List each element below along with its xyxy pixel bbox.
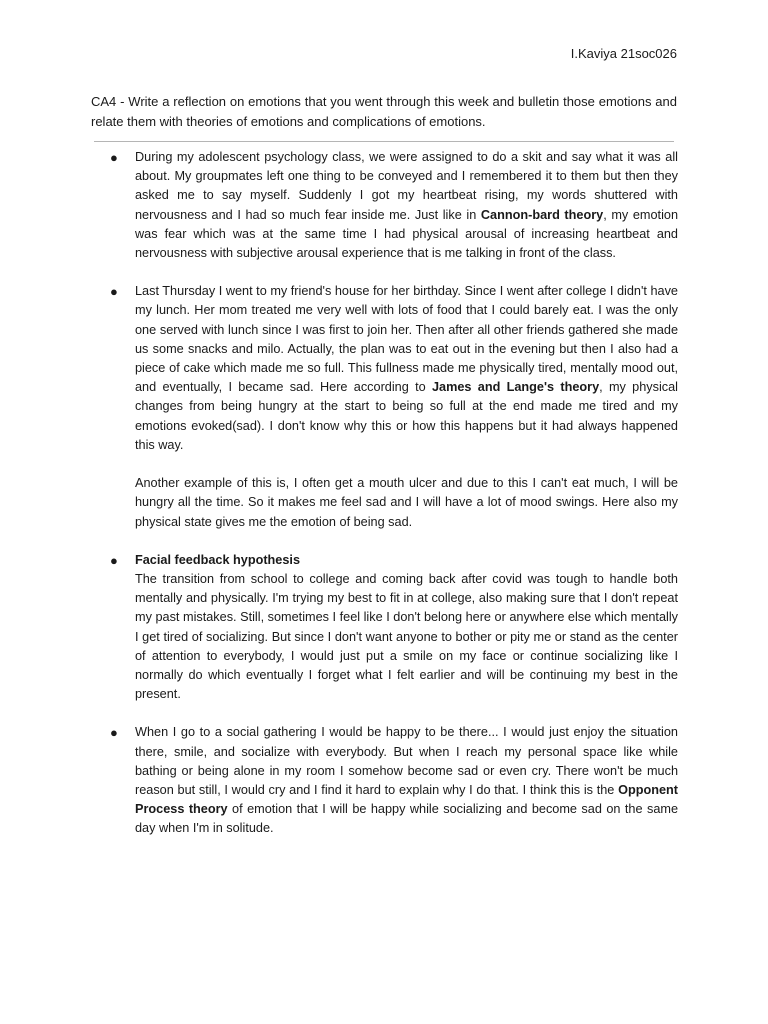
list-item-james-lange — [110, 282, 678, 532]
paragraph-text: When I go to a social gathering I would be happy to be there... I would just enjoy the situation there, smile, and socialize with everybody. But when I reach my personal space like while bathing or being alone in my room I somehow become sad or even cry. There won't be much reason but still, I would cry and I find it hard to explain why I do that. I think this is the — [135, 725, 678, 798]
paragraph: The transition from school to college and coming back after covid was tough to handle both mentally and physically. I'm trying my best to fit in at college, also making sure that I don't repeat my past mistakes. Still, sometimes I feel like I don't belong here or anywhere else which mentally I get tired of socializing. But since I don't want anyone to bother or pity me or stand as the center of attention to everybody, I would just put a smile on my face or continue socializing like I normally do which eventually I forget what I felt earlier and will be continuing my best in the present. — [135, 572, 678, 702]
paragraph-text: , my physical changes from being hungry at the start to being so full at the end made me tired and my emotions evoked(sad). I don't know why this or how this happens but it had always happened this way. — [135, 380, 678, 452]
list-item-cannon-bard — [110, 148, 678, 263]
paragraph — [135, 148, 678, 263]
list-item-facial-feedback — [110, 551, 678, 705]
paragraph — [135, 723, 678, 838]
theory-heading: Facial feedback hypothesis — [135, 552, 300, 567]
bullet-icon: ● — [110, 552, 118, 568]
paragraph-text: of emotion that I will be happy while socializing and become sad on the same day when I'm in solitude. — [135, 802, 678, 836]
paragraph — [135, 282, 678, 455]
theory-name: Opponent Process theory — [135, 783, 678, 817]
theory-name: Cannon-bard theory — [480, 207, 604, 222]
horizontal-divider — [94, 141, 674, 142]
paragraph-text: Last Thursday I went to my friend's house for her birthday. Since I went after college I didn't have my lunch. Her mom treated me very well with lots of food that I could barely eat. I was the only one served with lunch since I was first to join her. Then after all other friends gathered she made us some snacks and milo. Actually, the plan was to eat out in the evening but then I also had a piece of cake which made me so full. This fullness made me physically tired, mentally mood out, and eventually, I became sad. Here according to — [135, 284, 678, 395]
paragraph-text: During my adolescent psychology class, we were assigned to do a skit and say what it was all about. My groupmates left one thing to be conveyed and I remembered it to them but then they asked me to say myself. Suddenly I got my heartbeat rising, my words shuttered with nervousness and I had so much fear inside me. Just like in — [135, 150, 678, 222]
paragraph-text: , my emotion was fear which was at the same time I had physical arousal of increasing heartbeat and nervousness with subjective arousal experience that is me talking in front of the class. — [135, 207, 678, 261]
bullet-icon: ● — [110, 284, 118, 300]
bullet-list — [110, 148, 678, 858]
bullet-icon: ● — [110, 150, 118, 165]
author-name: I.Kaviya 21soc026 — [570, 46, 677, 61]
list-item-opponent-process — [110, 723, 678, 838]
bullet-icon: ● — [110, 725, 118, 741]
theory-name: James and Lange's theory — [431, 380, 600, 395]
paragraph: Another example of this is, I often get a mouth ulcer and due to this I can't eat much, I will be hungry all the time. So it makes me feel sad and I will have a lot of mood swings. Here also my physical state gives me the emotion of being sad. — [135, 476, 678, 529]
assignment-prompt: CA4 - Write a reflection on emotions that you went through this week and bulletin those emotions and relate them with theories of emotions and complications of emotions. — [91, 94, 677, 129]
